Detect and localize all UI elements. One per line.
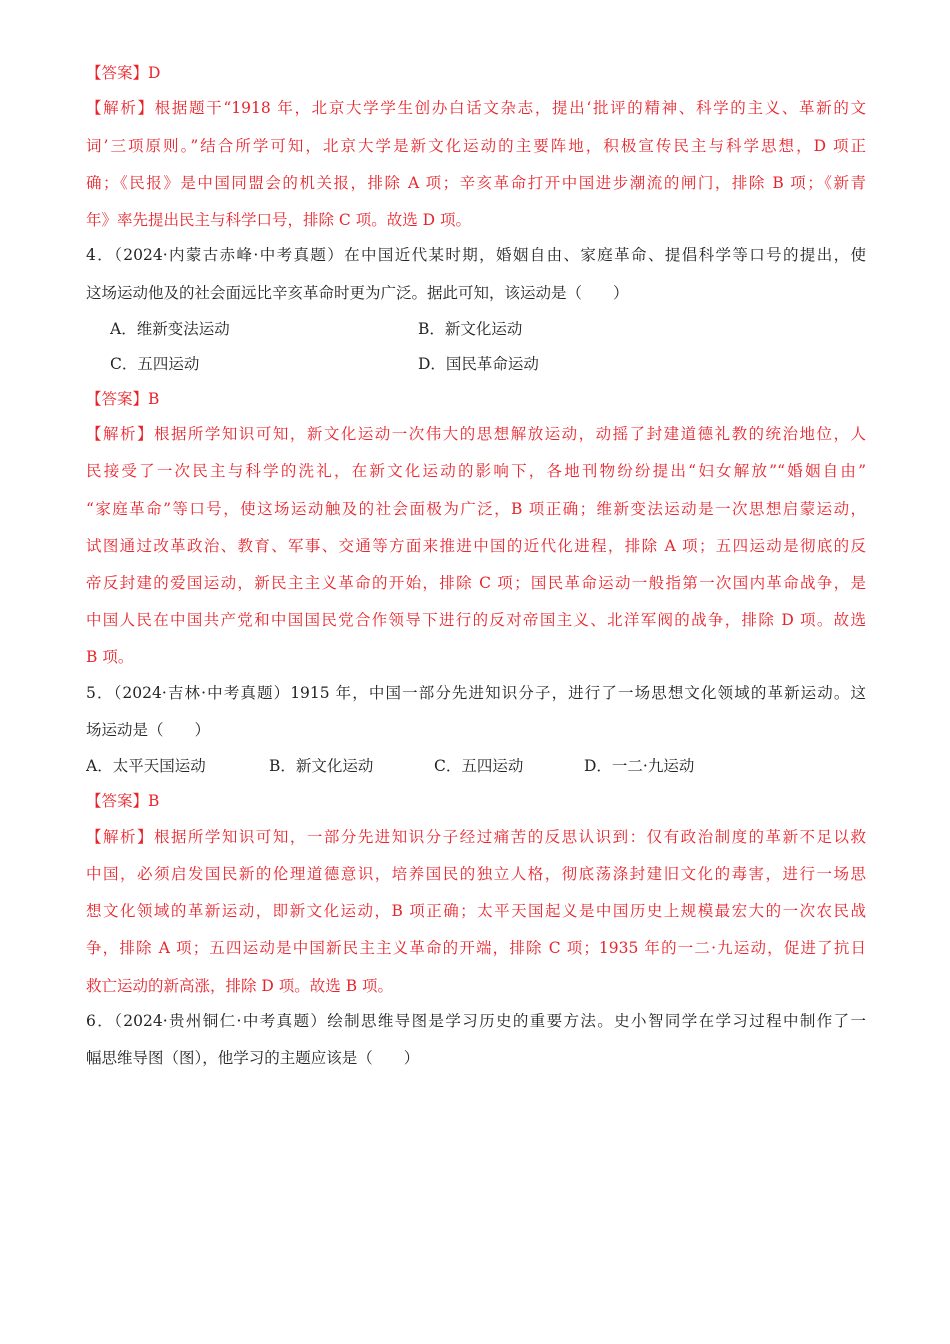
q4-option-a: A．维新变法运动 xyxy=(110,320,230,338)
q5-stem-line-1: 5．（2024·吉林·中考真题）1915 年，中国一部分先进知识分子，进行了一场思想文化领域的革新运动。这 xyxy=(86,684,866,702)
q4-analysis-line-2: 民接受了一次民主与科学的洗礼，在新文化运动的影响下，各地刊物纷纷提出“妇女解放”“婚姻自由” xyxy=(86,462,866,480)
q5-option-d: D．一二·九运动 xyxy=(584,757,695,775)
q3-answer: 【答案】D xyxy=(86,64,161,82)
q4-analysis-line-7: B 项。 xyxy=(86,648,134,666)
q5-analysis-line-1: 【解析】根据所学知识可知，一部分先进知识分子经过痛苦的反思认识到：仅有政治制度的革新不足以救 xyxy=(86,828,866,846)
q5-analysis-line-3: 想文化领域的革新运动，即新文化运动，B 项正确；太平天国起义是中国历史上规模最宏大的一次农民战 xyxy=(86,902,866,920)
q4-option-c: C．五四运动 xyxy=(110,355,200,373)
q4-analysis-line-6: 中国人民在中国共产党和中国国民党合作领导下进行的反对帝国主义、北洋军阀的战争，排除 D 项。故选 xyxy=(86,611,866,629)
q5-stem-line-2: 场运动是（ ） xyxy=(86,721,211,739)
q4-answer: 【答案】B xyxy=(86,390,160,408)
q3-analysis-line-3: 确；《民报》是中国同盟会的机关报，排除 A 项；辛亥革命打开中国进步潮流的闸门，排除 B 项；《新青 xyxy=(86,174,866,192)
q4-option-b: B．新文化运动 xyxy=(418,320,523,338)
q4-stem-line-2: 这场运动他及的社会面远比辛亥革命时更为广泛。据此可知，该运动是（ ） xyxy=(86,284,629,302)
q3-analysis-line-1: 【解析】根据题干“1918 年，北京大学学生创办白话文杂志，提出‘批评的精神、科学的主义、革新的文 xyxy=(86,99,866,117)
q4-analysis-line-1: 【解析】根据所学知识可知，新文化运动一次伟大的思想解放运动，动摇了封建道德礼教的统治地位，人 xyxy=(86,425,866,443)
q4-option-d: D．国民革命运动 xyxy=(418,355,539,373)
q6-stem-line-2: 幅思维导图（图），他学习的主题应该是（ ） xyxy=(86,1049,420,1067)
q5-option-c: C．五四运动 xyxy=(434,757,524,775)
q6-stem-line-1: 6．（2024·贵州铜仁·中考真题）绘制思维导图是学习历史的重要方法。史小智同学在学习过程中制作了一 xyxy=(86,1012,866,1030)
q4-analysis-line-3: “家庭革命”等口号，使这场运动触及的社会面极为广泛，B 项正确；维新变法运动是一次思想启蒙运动， xyxy=(86,500,866,518)
q3-analysis-line-4: 年》率先提出民主与科学口号，排除 C 项。故选 D 项。 xyxy=(86,211,471,229)
q4-analysis-line-5: 帝反封建的爱国运动，新民主主义革命的开始，排除 C 项；国民革命运动一般指第一次国内革命战争，是 xyxy=(86,574,866,592)
q5-answer: 【答案】B xyxy=(86,792,160,810)
q5-option-b: B．新文化运动 xyxy=(269,757,374,775)
q5-analysis-line-2: 中国，必须启发国民新的伦理道德意识，培养国民的独立人格，彻底荡涤封建旧文化的毒害，进行一场思 xyxy=(86,865,866,883)
q5-analysis-line-5: 救亡运动的新高涨，排除 D 项。故选 B 项。 xyxy=(86,977,394,995)
q5-analysis-line-4: 争，排除 A 项；五四运动是中国新民主主义革命的开端，排除 C 项；1935 年的一二·九运动，促进了抗日 xyxy=(86,939,866,957)
q4-stem-line-1: 4．（2024·内蒙古赤峰·中考真题）在中国近代某时期，婚姻自由、家庭革命、提倡科学等口号的提出，使 xyxy=(86,246,866,264)
q5-option-a: A．太平天国运动 xyxy=(86,757,206,775)
q4-analysis-line-4: 试图通过改革政治、教育、军事、交通等方面来推进中国的近代化进程，排除 A 项；五四运动是彻底的反 xyxy=(86,537,866,555)
q3-analysis-line-2: 词’三项原则。”结合所学可知，北京大学是新文化运动的主要阵地，积极宣传民主与科学思想，D 项正 xyxy=(86,137,866,155)
